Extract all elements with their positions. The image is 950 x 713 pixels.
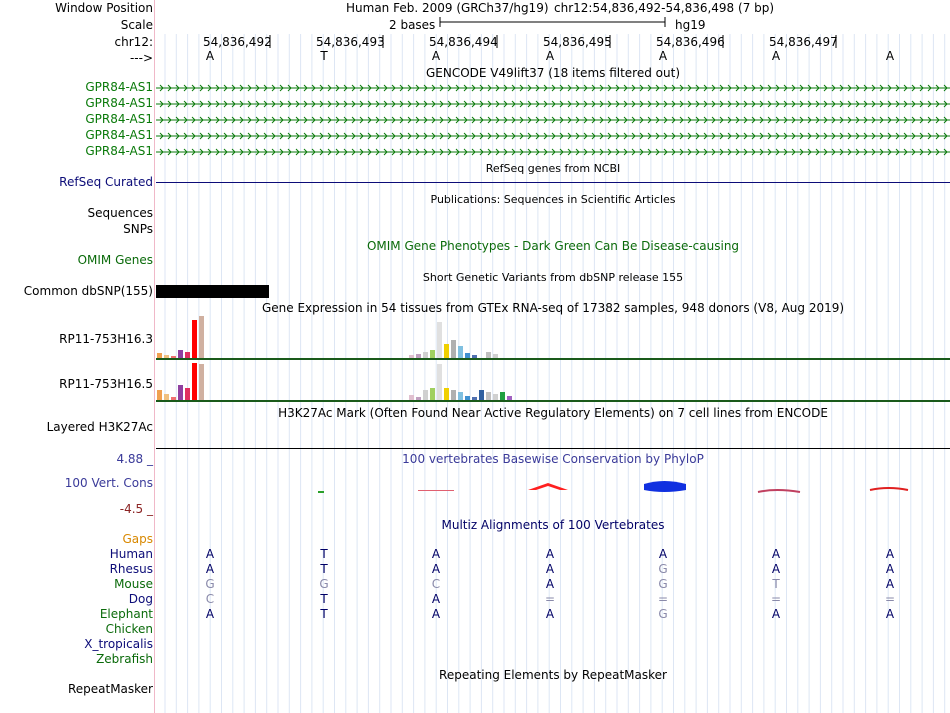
gtex-tissue-bar [171,397,176,400]
chrom-label: chr12: [114,35,153,49]
dbsnp-variant-bar [156,285,269,298]
alignment-base: T [320,547,328,561]
gtex-tissue-bar [192,320,197,358]
gencode-item-label[interactable]: GPR84-AS1 [85,112,153,126]
coord-tick-label: 54,836,497 [769,35,838,49]
species-label-elephant[interactable]: Elephant [99,607,153,621]
alignment-base: G [658,577,668,591]
repeatmasker-track-title[interactable]: Repeating Elements by RepeatMasker [439,668,667,682]
gtex-tissue-bar [437,364,442,400]
alignment-base: C [205,592,215,606]
scale-label: Scale [120,18,153,32]
gtex-tissue-bar [192,363,197,400]
gencode-item-label[interactable]: GPR84-AS1 [85,128,153,142]
gtex-gene-label[interactable]: RP11-753H16.3 [59,332,153,346]
phylop-track-label[interactable]: 100 Vert. Cons [64,476,153,490]
species-label-dog[interactable]: Dog [128,592,153,606]
db-text: hg19 [675,18,706,32]
phylop-max-label: 4.88 _ [116,452,153,466]
gtex-tissue-bar [507,396,512,400]
gtex-tissue-bar [178,350,183,358]
species-label-x-tropicalis[interactable]: X_tropicalis [84,637,153,651]
alignment-base: A [771,547,781,561]
alignment-base: A [771,562,781,576]
gtex-tissue-bar [409,355,414,358]
reference-base: A [431,49,441,63]
alignment-base: G [658,607,668,621]
gtex-tissue-bar [472,355,477,358]
species-label-chicken[interactable]: Chicken [105,622,153,636]
gtex-tissue-bar [171,356,176,358]
gtex-tissue-bar [465,353,470,358]
alignment-base: = [770,592,782,606]
gtex-tissue-bar [185,352,190,358]
species-label-zebrafish[interactable]: Zebrafish [96,652,153,666]
gtex-tissue-bar [444,388,449,400]
gtex-tissue-bar [199,316,204,358]
species-label-mouse[interactable]: Mouse [114,577,153,591]
refseq-curated-label[interactable]: RefSeq Curated [59,175,153,189]
reference-base: A [658,49,668,63]
alignment-base: = [544,592,556,606]
alignment-base: A [885,607,895,621]
gtex-tissue-bar [423,352,428,358]
gtex-tissue-bar [451,390,456,400]
gtex-tissue-bar [444,344,449,358]
window-position-label: Window Position [55,1,153,15]
phylop-glyph [644,481,686,492]
alignment-base: A [431,607,441,621]
publications-track-title[interactable]: Publications: Sequences in Scientific Articles [430,193,676,206]
phylop-glyph [870,488,908,490]
gtex-tissue-bar [472,397,477,400]
alignment-base: A [431,592,441,606]
gtex-tissue-bar [199,364,204,400]
gtex-tissue-bar [493,394,498,400]
reference-base: A [885,49,895,63]
reference-base: A [771,49,781,63]
reference-base: A [545,49,555,63]
alignment-base: A [205,562,215,576]
alignment-base: A [431,562,441,576]
gtex-tissue-bar [458,392,463,400]
alignment-base: A [545,577,555,591]
dbsnp-track-title[interactable]: Short Genetic Variants from dbSNP release 155 [422,271,684,284]
gtex-track-title[interactable]: Gene Expression in 54 tissues from GTEx RNA-seq of 17382 samples, 948 donors (V8, Aug 2019) [261,301,845,315]
gtex-tissue-bar [458,346,463,358]
gtex-tissue-bar [416,354,421,358]
alignment-base: A [771,607,781,621]
gtex-tissue-bar [437,322,442,358]
h3k27ac-track-title[interactable]: H3K27Ac Mark (Often Found Near Active Regulatory Elements) on 7 cell lines from ENCODE [278,406,828,420]
gtex-tissue-bar [185,388,190,400]
alignment-base: = [884,592,896,606]
alignment-base: A [885,562,895,576]
gtex-tissue-bar [164,355,169,358]
alignment-base: A [658,547,668,561]
sequences-label[interactable]: Sequences [87,206,153,220]
alignment-base: G [658,562,668,576]
gtex-tissue-bar [157,353,162,358]
gencode-track-title[interactable]: GENCODE V49lift37 (18 items filtered out) [425,66,680,80]
species-label-rhesus[interactable]: Rhesus [109,562,153,576]
alignment-base: T [772,577,780,591]
gencode-item-label[interactable]: GPR84-AS1 [85,80,153,94]
layered-h3k27ac-label[interactable]: Layered H3K27Ac [46,420,153,434]
gtex-tissue-bar [486,352,491,358]
omim-track-title[interactable]: OMIM Gene Phenotypes - Dark Green Can Be Disease-causing [366,239,740,253]
coord-tick-label: 54,836,494 [429,35,498,49]
alignment-base: A [885,547,895,561]
alignment-base: T [320,607,328,621]
gtex-tissue-bar [416,397,421,400]
alignment-base: A [205,547,215,561]
gtex-tissue-bar [178,385,183,400]
scale-text: 2 bases [389,18,436,32]
gtex-tissue-bar [409,395,414,400]
reference-base: T [320,49,328,63]
phylop-glyph [758,490,800,492]
phylop-track-title[interactable]: 100 vertebrates Basewise Conservation by PhyloP [402,452,704,466]
species-label-human[interactable]: Human [109,547,153,561]
alignment-base: = [657,592,669,606]
alignment-base: A [545,562,555,576]
coord-tick-label: 54,836,493 [316,35,385,49]
alignment-base: A [205,607,215,621]
reference-base: A [205,49,215,63]
gencode-item-label[interactable]: GPR84-AS1 [85,96,153,110]
gaps-label: Gaps [122,532,153,546]
alignment-base: C [431,577,441,591]
refseq-track-title[interactable]: RefSeq genes from NCBI [485,162,621,175]
gtex-gene-label[interactable]: RP11-753H16.5 [59,377,153,391]
common-dbsnp-label[interactable]: Common dbSNP(155) [23,284,153,298]
omim-genes-label[interactable]: OMIM Genes [77,253,153,267]
gencode-item-label[interactable]: GPR84-AS1 [85,144,153,158]
gtex-tissue-bar [430,388,435,400]
repeatmasker-label[interactable]: RepeatMasker [67,682,153,696]
phylop-glyph [528,483,568,490]
phylop-min-label: -4.5 _ [119,502,153,516]
gtex-tissue-bar [465,396,470,400]
alignment-base: G [319,577,329,591]
coord-tick-label: 54,836,492 [203,35,272,49]
gtex-tissue-bar [451,340,456,358]
assembly-text: Human Feb. 2009 (GRCh37/hg19) [346,1,549,15]
gtex-tissue-bar [423,390,428,400]
alignment-base: A [431,547,441,561]
phylop-glyph [418,490,454,491]
gtex-tissue-bar [164,394,169,400]
gtex-tissue-bar [500,392,505,400]
gtex-tissue-bar [486,392,491,400]
strand-arrow-label: ---> [129,51,153,65]
alignment-base: G [205,577,215,591]
alignment-base: A [885,577,895,591]
gtex-tissue-bar [493,354,498,358]
alignment-base: T [320,592,328,606]
alignment-base: A [545,607,555,621]
gtex-tissue-bar [479,390,484,400]
coord-tick-label: 54,836,496 [656,35,725,49]
coord-tick-label: 54,836,495 [543,35,612,49]
alignment-base: T [320,562,328,576]
position-text[interactable]: chr12:54,836,492-54,836,498 (7 bp) [554,1,775,15]
gtex-tissue-bar [157,390,162,400]
gtex-tissue-bar [430,350,435,358]
alignment-base: A [545,547,555,561]
snps-label[interactable]: SNPs [123,222,153,236]
phylop-glyph [318,491,324,493]
multiz-track-title[interactable]: Multiz Alignments of 100 Vertebrates [441,518,665,532]
